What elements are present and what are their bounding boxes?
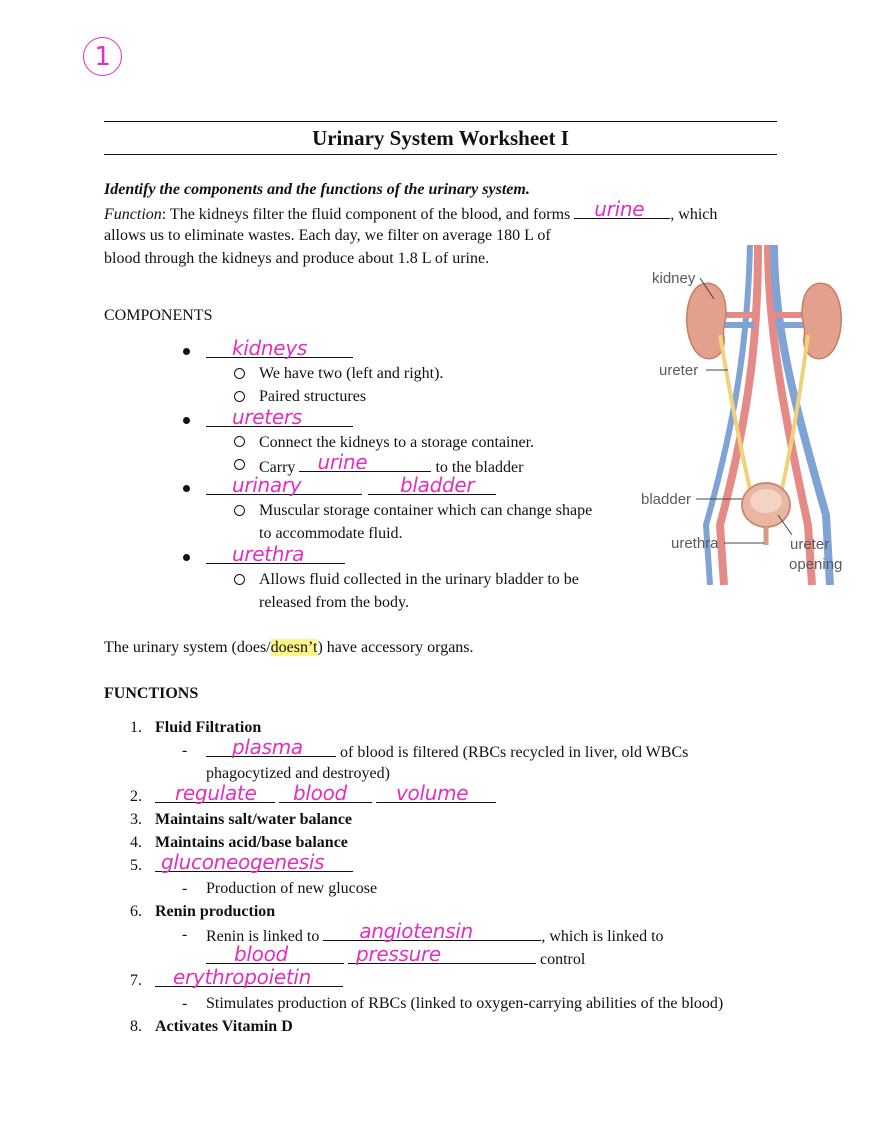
- plasma-answer: plasma: [232, 735, 303, 759]
- angiotensin-answer: angiotensin: [359, 919, 473, 943]
- bullet: [183, 554, 190, 561]
- sub-bullet: [234, 574, 245, 585]
- f6-blood-answer: blood: [234, 942, 288, 966]
- f8-num: 8.: [130, 1018, 142, 1035]
- function-label: Function: [104, 206, 162, 223]
- f1-line: [206, 735, 689, 762]
- regulate-answer: regulate: [175, 781, 257, 805]
- label-ureter-opening-2: opening: [789, 556, 843, 573]
- component-ureters: [206, 405, 353, 432]
- f6-post: control: [536, 951, 586, 968]
- erythropoietin-answer: erythropoietin: [173, 965, 312, 989]
- urethra-answer: urethra: [232, 542, 305, 566]
- urethra-sub-1: Allows fluid collected in the urinary bladder to be: [259, 571, 579, 588]
- bladder-answer-1: urinary: [232, 473, 302, 497]
- label-ureter: ureter: [659, 362, 699, 379]
- f1-title: Fluid Filtration: [155, 719, 262, 736]
- f1-num: 1.: [130, 719, 142, 736]
- urethra-sub-1b: released from the body.: [259, 594, 410, 611]
- sub-bullet: [234, 459, 245, 470]
- regulate-blank: [155, 781, 275, 805]
- dash: -: [182, 926, 188, 943]
- f3-title: Maintains salt/water balance: [155, 811, 353, 828]
- intro-line-3: blood through the kidneys and produce about 1.8 L of urine.: [104, 250, 490, 267]
- bullet: [183, 348, 190, 355]
- sub-bullet: [234, 391, 245, 402]
- ureters-carry-answer: urine: [317, 450, 368, 474]
- kidneys-blank: [206, 336, 353, 360]
- bladder-inner: [750, 489, 782, 513]
- intro-line1-pre: : The kidneys filter the fluid component of the blood, and forms: [161, 206, 575, 223]
- intro: [104, 178, 717, 270]
- f4-title: Maintains acid/base balance: [155, 834, 348, 851]
- components-heading: COMPONENTS: [104, 307, 213, 324]
- page-number-circle: [83, 37, 122, 76]
- sub-bullet: [234, 436, 245, 447]
- f6-title: Renin production: [155, 903, 276, 920]
- bullet: [183, 485, 190, 492]
- f3-num: 3.: [130, 811, 142, 828]
- label-bladder: bladder: [641, 491, 692, 508]
- f7-num: 7.: [130, 972, 142, 989]
- functions-heading: FUNCTIONS: [104, 685, 199, 702]
- kidneys-sub-2: Paired structures: [259, 388, 367, 405]
- dash: -: [182, 995, 188, 1012]
- erythropoietin-blank: [155, 965, 343, 989]
- bladder-blank-2: [368, 473, 496, 497]
- bladder-sub-1b: to accommodate fluid.: [259, 525, 403, 542]
- page-number: 1: [94, 41, 111, 72]
- urethra-blank: [206, 542, 345, 566]
- kidneys-answer: kidneys: [232, 336, 307, 360]
- f5-line: [155, 850, 353, 877]
- accessory-highlight: doesn’t: [270, 639, 318, 656]
- title-rule-top: [104, 121, 777, 122]
- f6-pressure-answer: pressure: [356, 942, 441, 966]
- intro-line-1: [104, 197, 718, 224]
- blood-pressure-blank-1: [206, 942, 344, 966]
- ureters-sub2-post: to the bladder: [431, 459, 524, 476]
- intro-line-2: allows us to eliminate wastes. Each day, we filter on average 180 L of: [104, 227, 551, 244]
- component-urethra: [206, 542, 345, 569]
- label-kidney: kidney: [652, 270, 696, 287]
- f6-mid: , which is linked to: [541, 928, 664, 945]
- dash: -: [182, 880, 188, 897]
- intro-answer: urine: [594, 197, 645, 221]
- accessory-pre: The urinary system (does/: [104, 639, 271, 656]
- intro-blank: [574, 197, 670, 221]
- angiotensin-blank: [323, 919, 541, 943]
- blood-pressure-blank-2: [348, 942, 536, 966]
- f6-num: 6.: [130, 903, 142, 920]
- sub-bullet: [234, 505, 245, 516]
- bladder-sub-1: Muscular storage container which can change shape: [259, 502, 593, 519]
- blood-blank: [279, 781, 372, 805]
- volume-answer: volume: [396, 781, 469, 805]
- label-urethra: urethra: [671, 535, 719, 552]
- bladder-blank-1: [206, 473, 362, 497]
- sub-bullet: [234, 368, 245, 379]
- dash: -: [182, 742, 188, 759]
- ureters-blank: [206, 405, 353, 429]
- f6-pre: Renin is linked to: [206, 928, 324, 945]
- label-ureter-opening-1: ureter: [790, 536, 830, 553]
- bladder-answer-2: bladder: [400, 473, 475, 497]
- f5-sub: Production of new glucose: [206, 880, 378, 897]
- intro-heading: Identify the components and the functions of the urinary system.: [104, 181, 530, 198]
- volume-blank: [376, 781, 496, 805]
- f2-line: [155, 781, 496, 808]
- f1-text: of blood is filtered (RBCs recycled in liver, old WBCs: [336, 744, 689, 761]
- kidneys-sub-1: We have two (left and right).: [259, 365, 444, 382]
- gluconeogenesis-answer: gluconeogenesis: [161, 850, 325, 874]
- component-bladder: [206, 473, 496, 500]
- component-kidneys: [206, 336, 353, 363]
- ureters-sub2-pre: Carry: [259, 459, 300, 476]
- f2-num: 2.: [130, 788, 142, 805]
- plasma-blank: [206, 735, 336, 759]
- title-rule-bottom: [104, 154, 777, 155]
- ureters-carry-blank: [299, 450, 431, 474]
- ureters-answer: ureters: [232, 405, 302, 429]
- bullet: [183, 417, 190, 424]
- artery-left: [720, 245, 758, 585]
- f8-title: Activates Vitamin D: [155, 1018, 293, 1035]
- f1-text-2: phagocytized and destroyed): [206, 765, 390, 782]
- f7-line: [155, 965, 343, 992]
- accessory-organs: [104, 636, 474, 659]
- gluconeogenesis-blank: [155, 850, 353, 874]
- ureters-sub-1: Connect the kidneys to a storage container.: [259, 434, 535, 451]
- accessory-post: ) have accessory organs.: [317, 639, 474, 656]
- page-title: Urinary System Worksheet I: [312, 126, 569, 150]
- f4-num: 4.: [130, 834, 142, 851]
- intro-line1-post: , which: [670, 206, 718, 223]
- f5-num: 5.: [130, 857, 142, 874]
- blood-answer: blood: [293, 781, 347, 805]
- f7-sub: Stimulates production of RBCs (linked to oxygen-carrying abilities of the blood): [206, 995, 724, 1012]
